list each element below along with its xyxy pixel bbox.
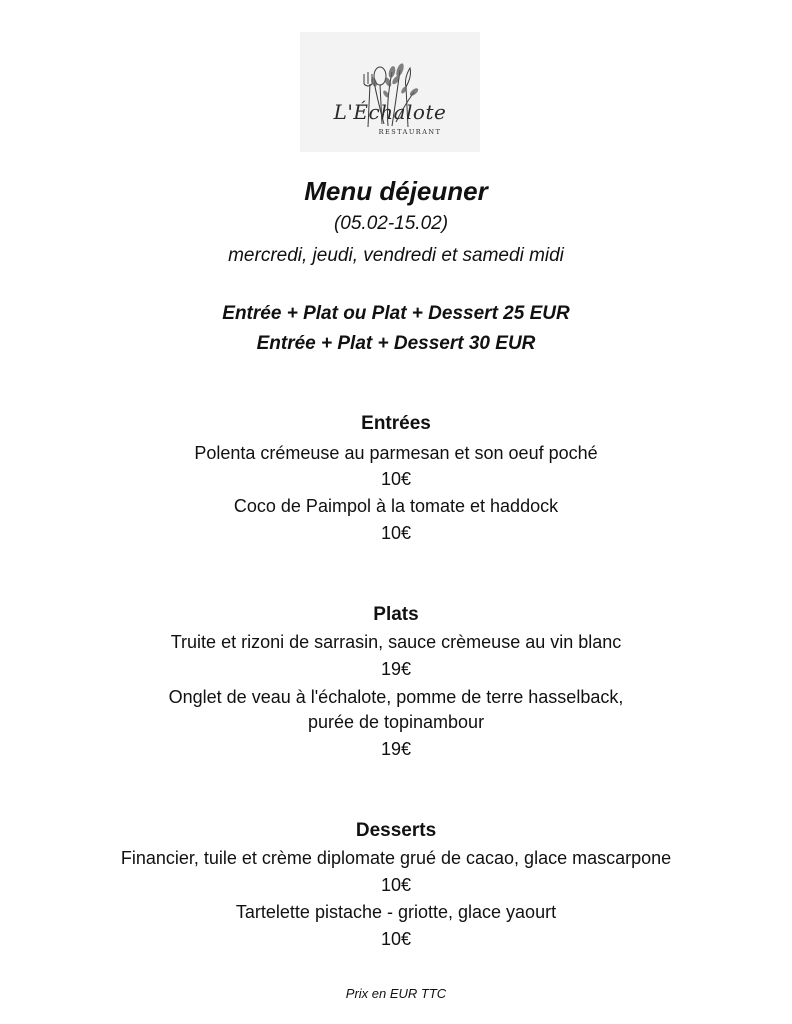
menu-item-price: 10€	[380, 875, 412, 895]
restaurant-logo	[300, 32, 480, 152]
menu-dates: (05.02-15.02)	[333, 213, 449, 234]
menu-item-price: 10€	[380, 929, 412, 949]
menu-item: Financier, tuile et crème diplomate grué de cacao, glace mascarpone	[120, 848, 672, 868]
menu-item: Onglet de veau à l'échalote, pomme de terre hasselback,	[168, 687, 624, 707]
menu-item-price: 10€	[380, 469, 412, 489]
menu-item: Truite et rizoni de sarrasin, sauce crèmeuse au vin blanc	[170, 632, 622, 652]
menu-item-price: 19€	[380, 659, 412, 679]
menu-item: Coco de Paimpol à la tomate et haddock	[233, 496, 559, 516]
logo-subtitle: RESTAURANT	[378, 128, 442, 136]
menu-item: Tartelette pistache - griotte, glace yaourt	[235, 902, 557, 922]
menu-item-price: 10€	[380, 523, 412, 543]
menu-title: Menu déjeuner	[304, 176, 488, 206]
menu-item-continued: purée de topinambour	[307, 712, 485, 732]
menu-item-price: 19€	[380, 739, 412, 759]
price-note: Prix en EUR TTC	[345, 986, 447, 1001]
menu-days: mercredi, jeudi, vendredi et samedi midi	[228, 245, 564, 266]
formula-30: Entrée + Plat + Dessert 30 EUR	[256, 333, 536, 354]
formula-25: Entrée + Plat ou Plat + Dessert 25 EUR	[222, 303, 570, 324]
section-title-entrees: Entrées	[361, 413, 431, 434]
logo-name: L'Échalote	[333, 100, 447, 124]
section-title-plats: Plats	[373, 604, 419, 625]
menu-item: Polenta crémeuse au parmesan et son oeuf poché	[194, 443, 598, 463]
section-title-desserts: Desserts	[355, 820, 437, 841]
